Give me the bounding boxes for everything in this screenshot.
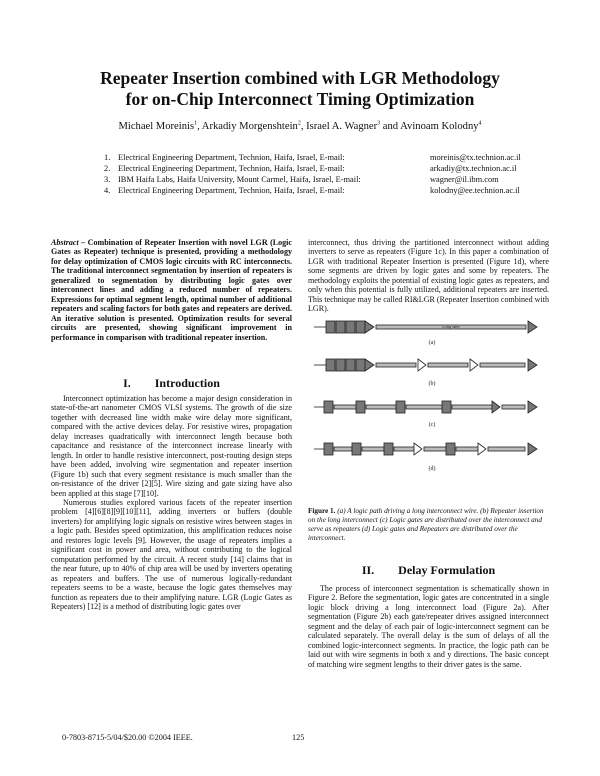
section-heading-introduction: I. Introduction — [123, 376, 220, 390]
author-sup: 3 — [377, 120, 381, 127]
affiliation-item: 4. Electrical Engineering Department, Technion, Haifa, Israel, E-mail: kolodny@ee.technion.ac.il — [104, 186, 520, 195]
figure-label-d: (d) — [428, 466, 436, 472]
paper-title — [0, 68, 600, 110]
delay-formulation-body — [308, 584, 549, 669]
paragraph: The process of interconnect segmentation is schematically shown in Figure 2. Before the segmentation, logic gates are concentrated in a single logic block driving a long interconnect load (Figure 2a). After segmentation (Figure 2b) each gate/repeater drives assigned interconnect segment and the delay of each pair of logic-interconnect segment can be calculated separately. The overall delay is the sum of delays of all the combined logic-interconnect segments. In practice, the logic path can be laid out with wire segments in both x and y directions. The basic concept of matching wire segment lengths to their driver gates is the same. — [308, 584, 549, 669]
affiliation-item: 2. Electrical Engineering Department, Technion, Haifa, Israel, E-mail: arkadiy@tx.technion.ac.il — [104, 164, 517, 173]
figure-1-diagram — [312, 315, 547, 485]
right-column-text: interconnect, thus driving the partitioned interconnect without adding inverters to serve as repeaters (Figure 1c). In this paper a combination of LGR with traditional Repeater Insertion is presented (Figure 1d), where some segments are driven by logic gates and some by repeaters. The methodology exploits the potential of existing logic gates as repeaters, and only when this potential is fully utilized, additional repeaters are inserted. This technique may be called RI&LGR (Repeater Insertion combined with LGR). — [308, 238, 549, 314]
author-sup: 2 — [297, 120, 301, 127]
email-link[interactable]: moreinis@tx.technion.ac.il — [430, 153, 521, 162]
figure-label-b: (b) — [428, 381, 436, 387]
figure-row-d — [314, 443, 537, 455]
author-name: Arkadiy Morgenshtein — [201, 121, 298, 132]
affiliation-item: 3. IBM Haifa Labs, Haifa University, Mount Carmel, Haifa, Israel, E-mail: wagner@il.ibm.com — [104, 175, 499, 184]
introduction-body — [51, 394, 292, 611]
email-link[interactable]: wagner@il.ibm.com — [430, 175, 499, 184]
author-list: Michael Moreinis$^1$, Arkadiy Morgenshtein$^2$, Israel A. Wagner$^3$ and Avinoam Kolodny$^4$ — [118, 120, 482, 132]
author-name: Michael Moreinis — [118, 121, 195, 132]
paragraph: Interconnect optimization has become a major design consideration in state-of-the-art nanometer CMOS VLSI systems. The growth of die size together with decreased line width make wire delay more significant, compared with the active devices delay. For resistive wires, propagation delay increases quadratically with interconnect length because both capacitance and resistance of the interconnect increase linearly with length. In order to handle resistive interconnect, post-routing design steps have been added, involving wire segmentation and repeater insertion (Figure 1b) such that every segment resistance is much smaller than the on-resistance of the driver [2][5]. Wire sizing and gate sizing have also been applied at this stage [7][10]. — [51, 394, 292, 498]
author-name: Israel A. Wagner — [306, 121, 378, 132]
figure-row-a — [314, 321, 537, 333]
author-name: Avinoam Kolodny — [400, 121, 479, 132]
wire-label: Long wire — [442, 324, 460, 329]
figure-row-c — [314, 401, 537, 413]
title-line-1: Repeater Insertion combined with LGR Methodology — [100, 68, 500, 88]
figure-label-a: (a) — [428, 340, 436, 346]
author-sup: 1 — [194, 120, 198, 127]
copyright-footer: 0-7803-8715-5/04/$20.00 ©2004 IEEE. — [62, 733, 193, 742]
author-sup: 4 — [478, 120, 482, 127]
paragraph: Numerous studies explored various facets of the repeater insertion problem [4][6][8][9][10][11], adding inverters or buffers (double inverters) for amplifying logic signals on resistive wires between stages in a logic path. Besides speed optimization, this amplification reduces noise and restores logic levels [9]. However, the usage of repeaters implies a significant cost in power and area, without contributing to the logical computation performed by the circuit. A recent study [14] claims that in the near future, up to 40% of chip area will be used by inverters operating as repeaters and buffers. The use of numerous logically-redundant repeaters seems to be a waste, because the logic gates themselves may function as repeaters due to their amplifying nature. LGR (Logic Gates as Repeaters) [12] is a method of distributing logic gates over — [51, 497, 292, 611]
page-number: 125 — [292, 733, 305, 742]
figure-label-c: (c) — [428, 422, 436, 428]
affiliation-list — [104, 152, 534, 196]
affiliation-item: 1. Electrical Engineering Department, Technion, Haifa, Israel, E-mail: moreinis@tx.technion.ac.il — [104, 153, 521, 162]
abstract: Abstract – Combination of Repeater Insertion with novel LGR (Logic Gates as Repeater) technique is presented, providing a methodology for delay optimization of CMOS logic circuits with RC interconnects. The traditional interconnect segmentation by insertion of repeaters is generalized to segmentation by distributing logic gates over interconnect lines and adding a reduced number of repeaters. Expressions for optimal segment length, optimal number of additional repeaters and scaling factors for both gates and repeaters are derived. An iterative solution is presented. Optimization results for several circuits are presented, showing significant improvement in performance in comparison with traditional repeater insertion. — [51, 238, 292, 342]
email-link[interactable]: arkadiy@tx.technion.ac.il — [430, 164, 517, 173]
figure-caption: Figure 1. (a) A logic path driving a long interconnect wire. (b) Repeater insertion on the long interconnect (c) Logic gates are distributed over the interconnect and serve as repeaters (d) Logic gates and Repeaters are distributed over the interconnect. — [308, 507, 544, 542]
title-line-2: for on-Chip Interconnect Timing Optimization — [125, 89, 475, 109]
email-link[interactable]: kolodny@ee.technion.ac.il — [430, 186, 520, 195]
section-heading-delay-formulation: II. Delay Formulation — [361, 563, 496, 577]
figure-row-b — [314, 359, 537, 371]
